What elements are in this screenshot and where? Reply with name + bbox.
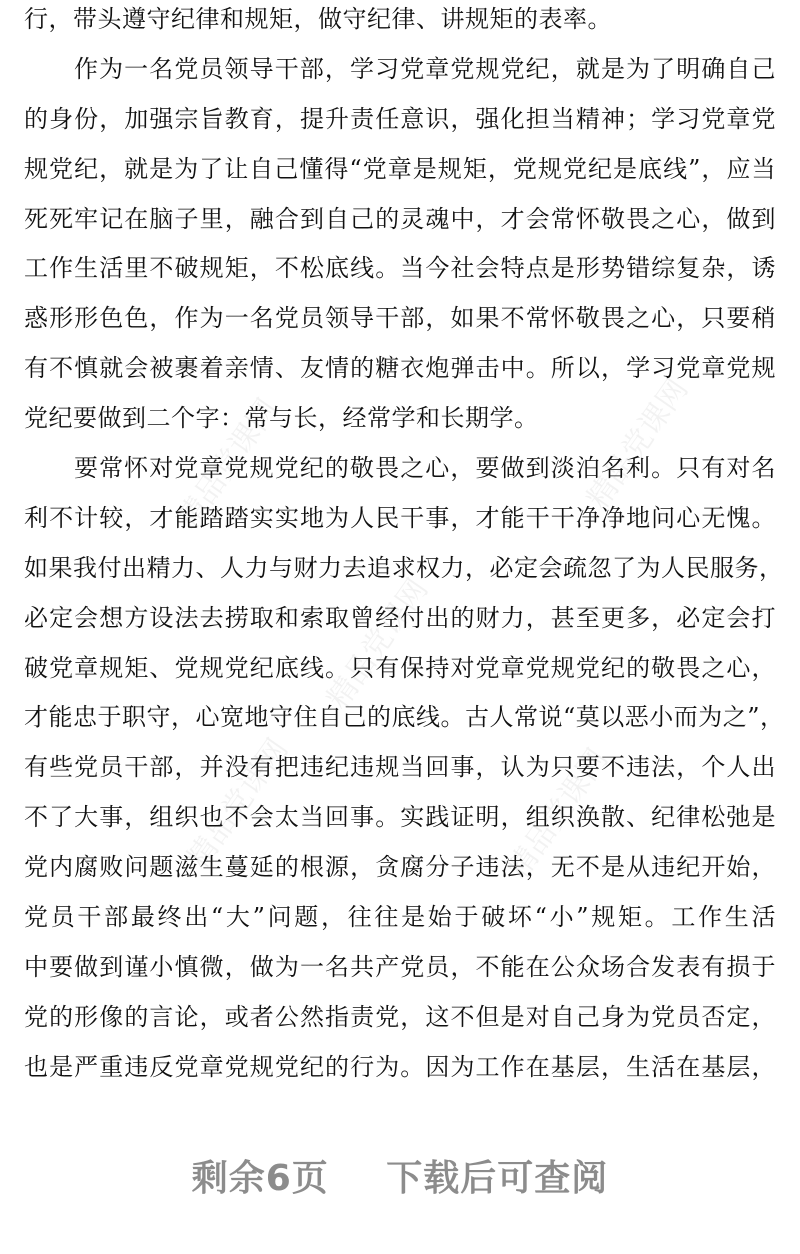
text-line: 党的形像的言论，或者公然指责党，这不但是对自己身为党员否定， (24, 1002, 776, 1031)
watermark: 精品党课网 (170, 392, 286, 536)
text-line: 有不慎就会被裹着亲情、友情的糖衣炮弹击中。所以，学习党章党规 (24, 354, 776, 383)
text-line: 的身份，加强宗旨教育，提升责任意识，强化担当精神；学习党章党 (24, 104, 776, 133)
text-line: 也是严重违反党章党规党纪的行为。因为工作在基层，生活在基层， (24, 1052, 776, 1081)
watermark: 精品党课网 (580, 372, 696, 516)
text-line: 作为一名党员领导干部，学习党章党规党纪，就是为了明确自己 (74, 54, 776, 83)
text-line: 才能忠于职守，心宽地守住自己的底线。古人常说“莫以恶小而为之”， (24, 703, 785, 732)
download-to-view-label: 下载后可查阅 (386, 1158, 609, 1199)
download-prompt[interactable] (0, 1150, 800, 1201)
text-line: 党内腐败问题滋生蔓延的根源，贪腐分子违法，无不是从违纪开始， (24, 853, 776, 882)
text-line: 利不计较，才能踏踏实实地为人民干事，才能干干净净地问心无愧。 (24, 503, 776, 532)
text-line: 如果我付出精力、人力与财力去追求权力，必定会疏忽了为人民服务， (24, 553, 784, 582)
text-line: 党纪要做到二个字：常与长，经常学和长期学。 (24, 404, 539, 433)
watermark: 精品党课网 (320, 572, 436, 716)
watermark: 精品党课网 (180, 732, 296, 876)
text-line: 要常怀对党章党规党纪的敬畏之心，要做到淡泊名利。只有对名 (74, 454, 776, 483)
text-line: 死死牢记在脑子里，融合到自己的灵魂中，才会常怀敬畏之心，做到 (24, 204, 776, 233)
watermark: 精品党课网 (500, 742, 616, 886)
remaining-pages-label: 剩余6页 (191, 1158, 329, 1199)
document-body (24, 0, 785, 1098)
text-line: 不了大事，组织也不会太当回事。实践证明，组织涣散、纪律松弛是 (24, 803, 776, 832)
text-line: 工作生活里不破规矩，不松底线。当今社会特点是形势错综复杂，诱 (24, 254, 776, 283)
text-line: 中要做到谨小慎微，做为一名共产党员，不能在公众场合发表有损于 (24, 952, 776, 981)
text-line: 破党章规矩、党规党纪底线。只有保持对党章党规党纪的敬畏之心， (24, 653, 776, 682)
text-line: 行，带头遵守纪律和规矩，做守纪律、讲规矩的表率。 (24, 5, 612, 33)
text-line: 必定会想方设法去捞取和索取曾经付出的财力，甚至更多，必定会打 (24, 603, 776, 632)
text-line: 党员干部最终出“大”问题，往往是始于破坏“小”规矩。工作生活 (24, 903, 776, 932)
text-line: 规党纪，就是为了让自己懂得“党章是规矩，党规党纪是底线”，应当 (24, 154, 776, 183)
text-line: 惑形形色色，作为一名党员领导干部，如果不常怀敬畏之心，只要稍 (24, 304, 776, 333)
text-line: 有些党员干部，并没有把违纪违规当回事，认为只要不违法，个人出 (24, 753, 776, 782)
